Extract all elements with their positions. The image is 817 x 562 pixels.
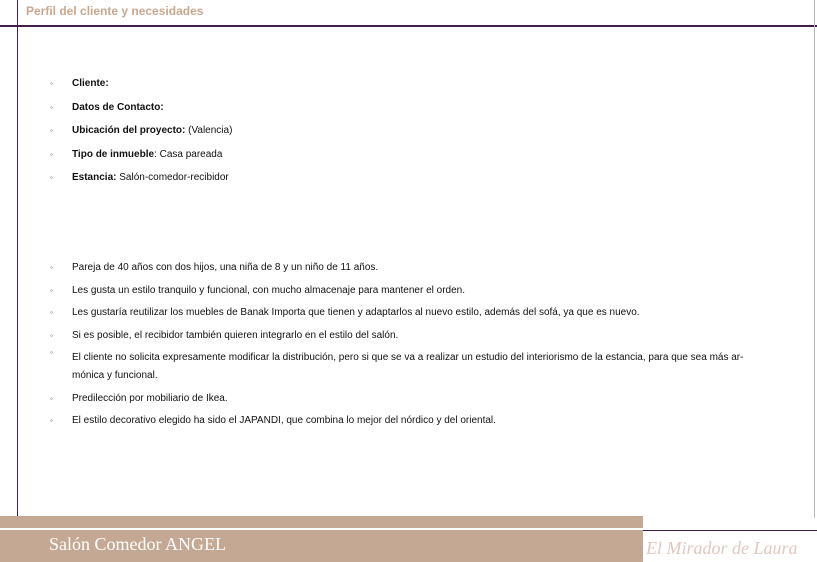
list-item [0, 101, 762, 125]
footer-band-divider [0, 528, 643, 530]
list-item [0, 77, 762, 101]
need-text-line-2: mónica y funcional. [72, 370, 158, 381]
list-item [0, 329, 762, 343]
bullet-icon: ◦ [50, 102, 53, 112]
list-item [0, 414, 762, 428]
room-value: Salón-comedor-recibidor [116, 172, 229, 183]
bullet-icon: ◦ [50, 330, 53, 340]
page-header-title: Perfil del cliente y necesidades [26, 4, 204, 18]
contact-label: Datos de Contacto: [72, 101, 164, 113]
location-label: Ubicación del proyecto: [72, 125, 186, 136]
client-needs-list [0, 261, 762, 437]
room-label: Estancia: [72, 172, 117, 183]
bullet-icon: ◦ [50, 416, 53, 425]
bullet-icon: ◦ [50, 126, 53, 135]
location-value: (Valencia) [185, 125, 233, 136]
bullet-icon: ◦ [50, 173, 53, 182]
bullet-icon: ◦ [50, 393, 53, 403]
header-divider [0, 25, 817, 27]
list-item [0, 392, 762, 406]
footer-title: Salón Comedor ANGEL [49, 534, 226, 554]
footer-accent-line [643, 530, 817, 531]
brand-logo-text: El Mirador de Laura [646, 538, 798, 558]
list-item [0, 171, 762, 195]
client-info-list [0, 77, 762, 195]
need-text: Predilección por mobiliario de Ikea. [72, 392, 228, 404]
client-label: Cliente: [72, 78, 109, 89]
bullet-icon: ◦ [50, 149, 53, 159]
bullet-icon: ◦ [50, 285, 53, 295]
bullet-icon: ◦ [50, 79, 53, 88]
bullet-icon: ◦ [50, 348, 53, 357]
right-margin-rule [814, 0, 815, 518]
need-text: Les gustaría reutilizar los muebles de Banak Importa que tienen y adaptarlos al nuevo estilo, además del sofá, ya que es nuevo. [72, 307, 640, 318]
need-text: El estilo decorativo elegido ha sido el JAPANDI, que combina lo mejor del nórdico y del oriental. [72, 415, 496, 426]
need-text: Si es posible, el recibidor también quieren integrarlo en el estilo del salón. [72, 329, 399, 341]
property-type-value: : Casa pareada [154, 148, 223, 160]
need-text: Pareja de 40 años con dos hijos, una niña de 8 y un niño de 11 años. [72, 262, 379, 273]
bullet-icon: ◦ [50, 263, 53, 272]
list-item [0, 306, 762, 320]
property-type-label: Tipo de inmueble [72, 148, 155, 160]
list-item [0, 261, 762, 275]
list-item [0, 148, 762, 172]
list-item [0, 346, 762, 383]
list-item [0, 284, 762, 298]
list-item [0, 124, 762, 148]
need-text: Les gusta un estilo tranquilo y funcional, con mucho almacenaje para mantener el orden. [72, 284, 466, 296]
need-text-line-1: El cliente no solicita expresamente modificar la distribución, pero si que se va a realizar un estudio del interiorismo de la estancia, para que sea más ar- [72, 352, 744, 363]
bullet-icon: ◦ [50, 308, 53, 317]
